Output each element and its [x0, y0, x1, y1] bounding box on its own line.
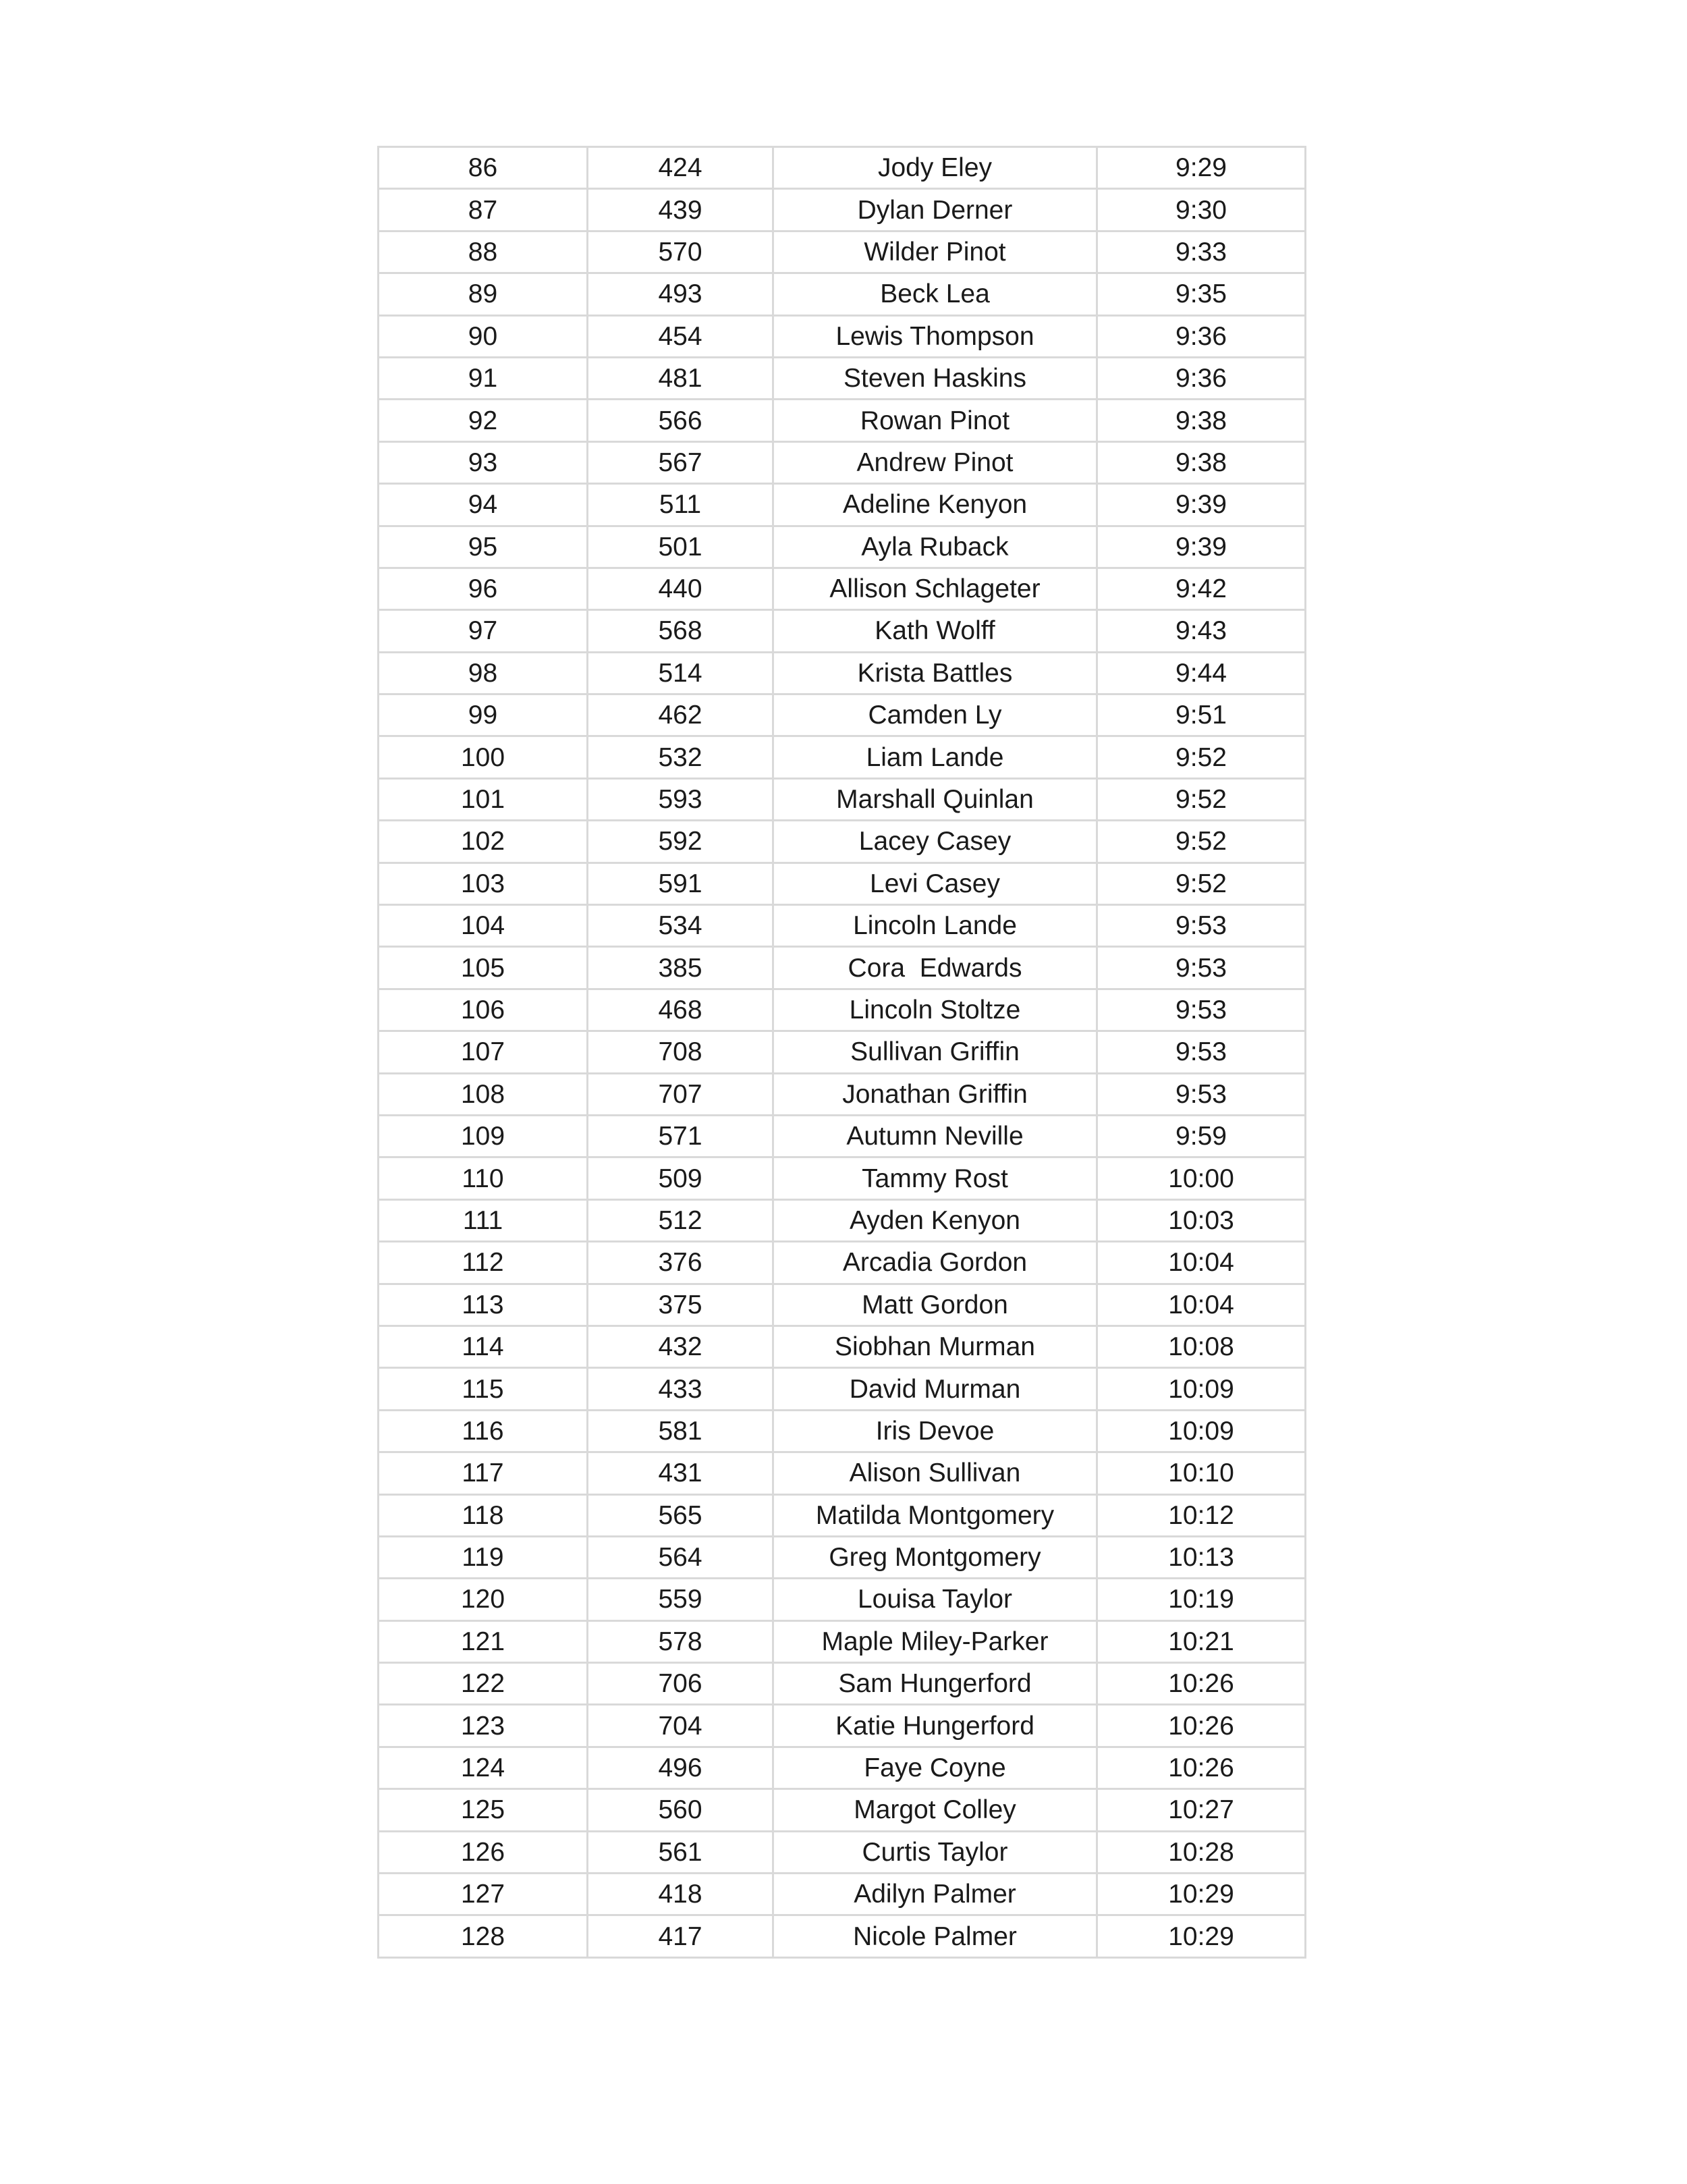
place-cell: 118 [379, 1494, 588, 1536]
runner-name-cell: Ayla Ruback [773, 526, 1097, 568]
bib-number-cell: 514 [588, 652, 773, 694]
table-row [379, 1663, 1306, 1705]
table-row [379, 778, 1306, 820]
place-cell: 107 [379, 1031, 588, 1073]
table-row [379, 610, 1306, 652]
runner-name-cell: Wilder Pinot [773, 231, 1097, 273]
place-cell: 122 [379, 1663, 588, 1705]
place-cell: 99 [379, 694, 588, 736]
table-row [379, 147, 1306, 189]
results-table-body [379, 147, 1306, 1958]
runner-name-cell: Sullivan Griffin [773, 1031, 1097, 1073]
runner-name-cell: Allison Schlageter [773, 568, 1097, 609]
runner-name-cell: Andrew Pinot [773, 441, 1097, 483]
place-cell: 108 [379, 1073, 588, 1115]
place-cell: 88 [379, 231, 588, 273]
finish-time-cell: 10:09 [1097, 1368, 1306, 1410]
bib-number-cell: 431 [588, 1452, 773, 1494]
bib-number-cell: 593 [588, 778, 773, 820]
finish-time-cell: 10:26 [1097, 1747, 1306, 1789]
place-cell: 128 [379, 1915, 588, 1957]
runner-name-cell: Jody Eley [773, 147, 1097, 189]
table-row [379, 568, 1306, 609]
bib-number-cell: 565 [588, 1494, 773, 1536]
runner-name-cell: Maple Miley-Parker [773, 1620, 1097, 1662]
place-cell: 117 [379, 1452, 588, 1494]
bib-number-cell: 481 [588, 357, 773, 399]
place-cell: 94 [379, 484, 588, 526]
bib-number-cell: 462 [588, 694, 773, 736]
runner-name-cell: Liam Lande [773, 736, 1097, 778]
table-row [379, 1915, 1306, 1957]
bib-number-cell: 578 [588, 1620, 773, 1662]
finish-time-cell: 9:52 [1097, 863, 1306, 904]
runner-name-cell: Cora Edwards [773, 947, 1097, 989]
place-cell: 87 [379, 189, 588, 231]
finish-time-cell: 10:04 [1097, 1284, 1306, 1326]
finish-time-cell: 9:53 [1097, 1031, 1306, 1073]
table-row [379, 189, 1306, 231]
bib-number-cell: 496 [588, 1747, 773, 1789]
table-row [379, 315, 1306, 357]
finish-time-cell: 10:08 [1097, 1326, 1306, 1367]
bib-number-cell: 581 [588, 1410, 773, 1452]
finish-time-cell: 10:09 [1097, 1410, 1306, 1452]
place-cell: 92 [379, 400, 588, 441]
bib-number-cell: 564 [588, 1536, 773, 1578]
finish-time-cell: 10:28 [1097, 1831, 1306, 1873]
runner-name-cell: Curtis Taylor [773, 1831, 1097, 1873]
bib-number-cell: 707 [588, 1073, 773, 1115]
place-cell: 109 [379, 1115, 588, 1157]
runner-name-cell: Margot Colley [773, 1789, 1097, 1831]
finish-time-cell: 10:29 [1097, 1915, 1306, 1957]
runner-name-cell: Matilda Montgomery [773, 1494, 1097, 1536]
place-cell: 125 [379, 1789, 588, 1831]
finish-time-cell: 10:00 [1097, 1157, 1306, 1199]
finish-time-cell: 9:39 [1097, 484, 1306, 526]
runner-name-cell: Marshall Quinlan [773, 778, 1097, 820]
runner-name-cell: Adilyn Palmer [773, 1874, 1097, 1915]
bib-number-cell: 432 [588, 1326, 773, 1367]
place-cell: 95 [379, 526, 588, 568]
table-row [379, 1242, 1306, 1284]
finish-time-cell: 10:29 [1097, 1874, 1306, 1915]
runner-name-cell: Katie Hungerford [773, 1705, 1097, 1747]
bib-number-cell: 571 [588, 1115, 773, 1157]
runner-name-cell: Beck Lea [773, 273, 1097, 315]
table-row [379, 905, 1306, 947]
table-row [379, 1831, 1306, 1873]
runner-name-cell: Greg Montgomery [773, 1536, 1097, 1578]
finish-time-cell: 9:29 [1097, 147, 1306, 189]
finish-time-cell: 9:35 [1097, 273, 1306, 315]
runner-name-cell: Iris Devoe [773, 1410, 1097, 1452]
table-row [379, 273, 1306, 315]
table-row [379, 821, 1306, 863]
runner-name-cell: Lincoln Lande [773, 905, 1097, 947]
table-row [379, 1747, 1306, 1789]
place-cell: 126 [379, 1831, 588, 1873]
table-row [379, 441, 1306, 483]
bib-number-cell: 433 [588, 1368, 773, 1410]
runner-name-cell: Kath Wolff [773, 610, 1097, 652]
table-row [379, 1705, 1306, 1747]
finish-time-cell: 9:33 [1097, 231, 1306, 273]
place-cell: 120 [379, 1579, 588, 1620]
runner-name-cell: Sam Hungerford [773, 1663, 1097, 1705]
runner-name-cell: Lacey Casey [773, 821, 1097, 863]
runner-name-cell: Ayden Kenyon [773, 1199, 1097, 1241]
finish-time-cell: 10:26 [1097, 1663, 1306, 1705]
runner-name-cell: Adeline Kenyon [773, 484, 1097, 526]
runner-name-cell: Tammy Rost [773, 1157, 1097, 1199]
place-cell: 105 [379, 947, 588, 989]
table-row [379, 947, 1306, 989]
table-row [379, 1620, 1306, 1662]
bib-number-cell: 706 [588, 1663, 773, 1705]
runner-name-cell: Steven Haskins [773, 357, 1097, 399]
table-row [379, 1115, 1306, 1157]
bib-number-cell: 375 [588, 1284, 773, 1326]
finish-time-cell: 10:10 [1097, 1452, 1306, 1494]
table-row [379, 1874, 1306, 1915]
bib-number-cell: 534 [588, 905, 773, 947]
table-row [379, 400, 1306, 441]
table-row [379, 1284, 1306, 1326]
place-cell: 123 [379, 1705, 588, 1747]
runner-name-cell: Faye Coyne [773, 1747, 1097, 1789]
bib-number-cell: 454 [588, 315, 773, 357]
bib-number-cell: 568 [588, 610, 773, 652]
runner-name-cell: Alison Sullivan [773, 1452, 1097, 1494]
finish-time-cell: 10:19 [1097, 1579, 1306, 1620]
bib-number-cell: 501 [588, 526, 773, 568]
bib-number-cell: 417 [588, 1915, 773, 1957]
finish-time-cell: 9:53 [1097, 947, 1306, 989]
bib-number-cell: 559 [588, 1579, 773, 1620]
bib-number-cell: 511 [588, 484, 773, 526]
bib-number-cell: 532 [588, 736, 773, 778]
table-row [379, 1199, 1306, 1241]
table-row [379, 1157, 1306, 1199]
table-row [379, 989, 1306, 1031]
table-row [379, 1410, 1306, 1452]
finish-time-cell: 10:27 [1097, 1789, 1306, 1831]
place-cell: 98 [379, 652, 588, 694]
table-row [379, 1326, 1306, 1367]
table-row [379, 526, 1306, 568]
runner-name-cell: Lincoln Stoltze [773, 989, 1097, 1031]
bib-number-cell: 439 [588, 189, 773, 231]
results-table [377, 146, 1306, 1959]
finish-time-cell: 10:21 [1097, 1620, 1306, 1662]
place-cell: 93 [379, 441, 588, 483]
finish-time-cell: 9:43 [1097, 610, 1306, 652]
finish-time-cell: 9:53 [1097, 905, 1306, 947]
bib-number-cell: 567 [588, 441, 773, 483]
runner-name-cell: Dylan Derner [773, 189, 1097, 231]
finish-time-cell: 9:44 [1097, 652, 1306, 694]
runner-name-cell: Louisa Taylor [773, 1579, 1097, 1620]
finish-time-cell: 9:39 [1097, 526, 1306, 568]
table-row [379, 1536, 1306, 1578]
runner-name-cell: David Murman [773, 1368, 1097, 1410]
bib-number-cell: 566 [588, 400, 773, 441]
place-cell: 110 [379, 1157, 588, 1199]
place-cell: 91 [379, 357, 588, 399]
bib-number-cell: 570 [588, 231, 773, 273]
table-row [379, 484, 1306, 526]
bib-number-cell: 509 [588, 1157, 773, 1199]
finish-time-cell: 10:12 [1097, 1494, 1306, 1536]
place-cell: 112 [379, 1242, 588, 1284]
table-row [379, 1368, 1306, 1410]
bib-number-cell: 592 [588, 821, 773, 863]
runner-name-cell: Rowan Pinot [773, 400, 1097, 441]
runner-name-cell: Siobhan Murman [773, 1326, 1097, 1367]
finish-time-cell: 9:30 [1097, 189, 1306, 231]
bib-number-cell: 440 [588, 568, 773, 609]
place-cell: 113 [379, 1284, 588, 1326]
place-cell: 100 [379, 736, 588, 778]
place-cell: 104 [379, 905, 588, 947]
place-cell: 101 [379, 778, 588, 820]
table-row [379, 1579, 1306, 1620]
bib-number-cell: 385 [588, 947, 773, 989]
finish-time-cell: 9:52 [1097, 821, 1306, 863]
finish-time-cell: 10:04 [1097, 1242, 1306, 1284]
table-row [379, 736, 1306, 778]
runner-name-cell: Arcadia Gordon [773, 1242, 1097, 1284]
finish-time-cell: 9:36 [1097, 357, 1306, 399]
place-cell: 86 [379, 147, 588, 189]
runner-name-cell: Nicole Palmer [773, 1915, 1097, 1957]
finish-time-cell: 9:52 [1097, 736, 1306, 778]
table-row [379, 1031, 1306, 1073]
bib-number-cell: 704 [588, 1705, 773, 1747]
place-cell: 116 [379, 1410, 588, 1452]
runner-name-cell: Levi Casey [773, 863, 1097, 904]
finish-time-cell: 10:13 [1097, 1536, 1306, 1578]
runner-name-cell: Jonathan Griffin [773, 1073, 1097, 1115]
bib-number-cell: 708 [588, 1031, 773, 1073]
finish-time-cell: 10:03 [1097, 1199, 1306, 1241]
table-row [379, 863, 1306, 904]
place-cell: 89 [379, 273, 588, 315]
place-cell: 119 [379, 1536, 588, 1578]
finish-time-cell: 9:53 [1097, 1073, 1306, 1115]
place-cell: 111 [379, 1199, 588, 1241]
finish-time-cell: 9:38 [1097, 441, 1306, 483]
bib-number-cell: 512 [588, 1199, 773, 1241]
bib-number-cell: 560 [588, 1789, 773, 1831]
place-cell: 106 [379, 989, 588, 1031]
place-cell: 127 [379, 1874, 588, 1915]
place-cell: 90 [379, 315, 588, 357]
table-row [379, 231, 1306, 273]
bib-number-cell: 418 [588, 1874, 773, 1915]
place-cell: 124 [379, 1747, 588, 1789]
table-row [379, 694, 1306, 736]
place-cell: 96 [379, 568, 588, 609]
finish-time-cell: 9:38 [1097, 400, 1306, 441]
table-row [379, 1789, 1306, 1831]
finish-time-cell: 9:52 [1097, 778, 1306, 820]
bib-number-cell: 591 [588, 863, 773, 904]
bib-number-cell: 424 [588, 147, 773, 189]
place-cell: 115 [379, 1368, 588, 1410]
table-row [379, 652, 1306, 694]
finish-time-cell: 9:51 [1097, 694, 1306, 736]
place-cell: 121 [379, 1620, 588, 1662]
runner-name-cell: Krista Battles [773, 652, 1097, 694]
place-cell: 114 [379, 1326, 588, 1367]
place-cell: 102 [379, 821, 588, 863]
runner-name-cell: Camden Ly [773, 694, 1097, 736]
finish-time-cell: 9:59 [1097, 1115, 1306, 1157]
finish-time-cell: 9:42 [1097, 568, 1306, 609]
bib-number-cell: 493 [588, 273, 773, 315]
table-row [379, 357, 1306, 399]
bib-number-cell: 468 [588, 989, 773, 1031]
bib-number-cell: 561 [588, 1831, 773, 1873]
table-row [379, 1494, 1306, 1536]
runner-name-cell: Lewis Thompson [773, 315, 1097, 357]
finish-time-cell: 9:36 [1097, 315, 1306, 357]
runner-name-cell: Autumn Neville [773, 1115, 1097, 1157]
finish-time-cell: 9:53 [1097, 989, 1306, 1031]
bib-number-cell: 376 [588, 1242, 773, 1284]
table-row [379, 1452, 1306, 1494]
place-cell: 97 [379, 610, 588, 652]
table-row [379, 1073, 1306, 1115]
place-cell: 103 [379, 863, 588, 904]
finish-time-cell: 10:26 [1097, 1705, 1306, 1747]
runner-name-cell: Matt Gordon [773, 1284, 1097, 1326]
